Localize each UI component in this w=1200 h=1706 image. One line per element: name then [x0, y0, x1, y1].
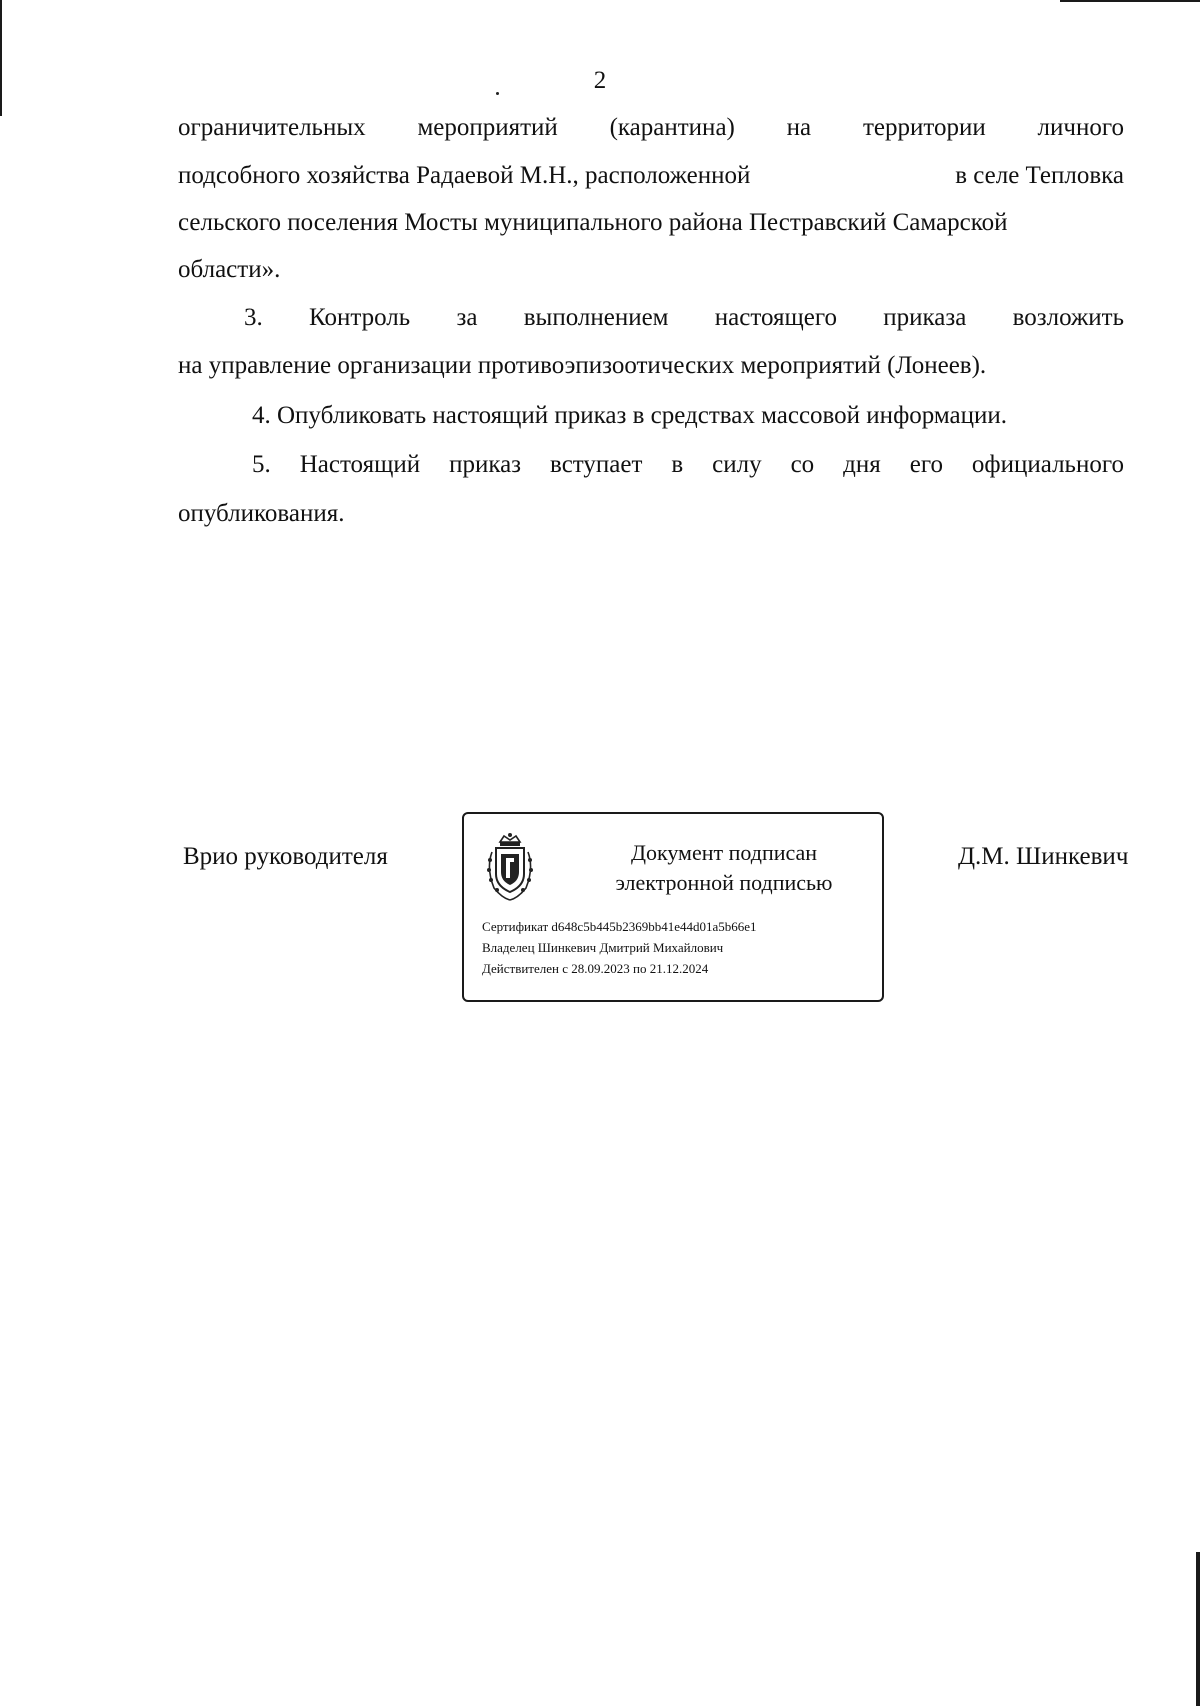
scan-border-top-right	[1060, 0, 1200, 2]
electronic-signature-stamp	[462, 812, 884, 1002]
word: настоящего	[714, 304, 837, 331]
word: силу	[712, 451, 762, 478]
paragraph-1-line-1	[178, 112, 1124, 144]
paragraph-1-line-2	[178, 160, 1124, 192]
word: приказ	[449, 451, 522, 478]
stamp-title-line-2: электронной подписью	[615, 870, 833, 895]
paragraph-1-line-3: сельского поселения Мосты муниципального района Пестравский Самарской	[178, 209, 1008, 236]
word: (карантина)	[609, 114, 735, 141]
word: его	[909, 451, 943, 478]
paragraph-3-line-1	[244, 302, 1124, 334]
paragraph-5-line-1	[252, 449, 1124, 481]
text-segment: подсобного хозяйства Радаевой М.Н., расположенной	[178, 162, 751, 189]
word: территории	[862, 114, 986, 141]
word: со	[790, 451, 815, 478]
word: 5.	[252, 451, 271, 478]
word: приказа	[883, 304, 967, 331]
word: мероприятий	[417, 114, 558, 141]
word: официального	[971, 451, 1124, 478]
word: выполнением	[523, 304, 669, 331]
coat-of-arms-icon	[482, 832, 538, 904]
stamp-details	[482, 916, 757, 979]
word: ограничительных	[178, 114, 366, 141]
text-segment: в селе Тепловка	[955, 162, 1124, 189]
word: за	[456, 304, 478, 331]
certificate-validity: Действителен с 28.09.2023 по 21.12.2024	[482, 961, 709, 976]
paragraph-5-line-2: опубликования.	[178, 500, 345, 527]
scan-border-left	[0, 0, 2, 116]
word: дня	[843, 451, 881, 478]
paragraph-3-line-2: на управление организации противоэпизоотических мероприятий (Лонеев).	[178, 352, 987, 379]
word: вступает	[550, 451, 643, 478]
signatory-position: Врио руководителя	[183, 843, 388, 870]
word: Контроль	[309, 304, 411, 331]
paragraph-1-line-4: области».	[178, 256, 281, 283]
certificate-number: Сертификат d648c5b445b2369bb41e44d01a5b66e1	[482, 919, 757, 934]
stamp-title	[584, 838, 864, 898]
word: 3.	[244, 304, 263, 331]
page-number: 2	[593, 67, 607, 94]
word: в	[671, 451, 684, 478]
word: личного	[1037, 114, 1124, 141]
word: возложить	[1012, 304, 1124, 331]
paragraph-4-line-1: 4. Опубликовать настоящий приказ в средствах массовой информации.	[252, 402, 1008, 429]
stamp-title-line-1: Документ подписан	[630, 840, 818, 865]
certificate-owner: Владелец Шинкевич Дмитрий Михайлович	[482, 940, 724, 955]
signatory-name: Д.М. Шинкевич	[958, 843, 1129, 870]
word: на	[786, 114, 812, 141]
word: Настоящий	[299, 451, 421, 478]
scan-border-right	[1196, 1552, 1200, 1706]
